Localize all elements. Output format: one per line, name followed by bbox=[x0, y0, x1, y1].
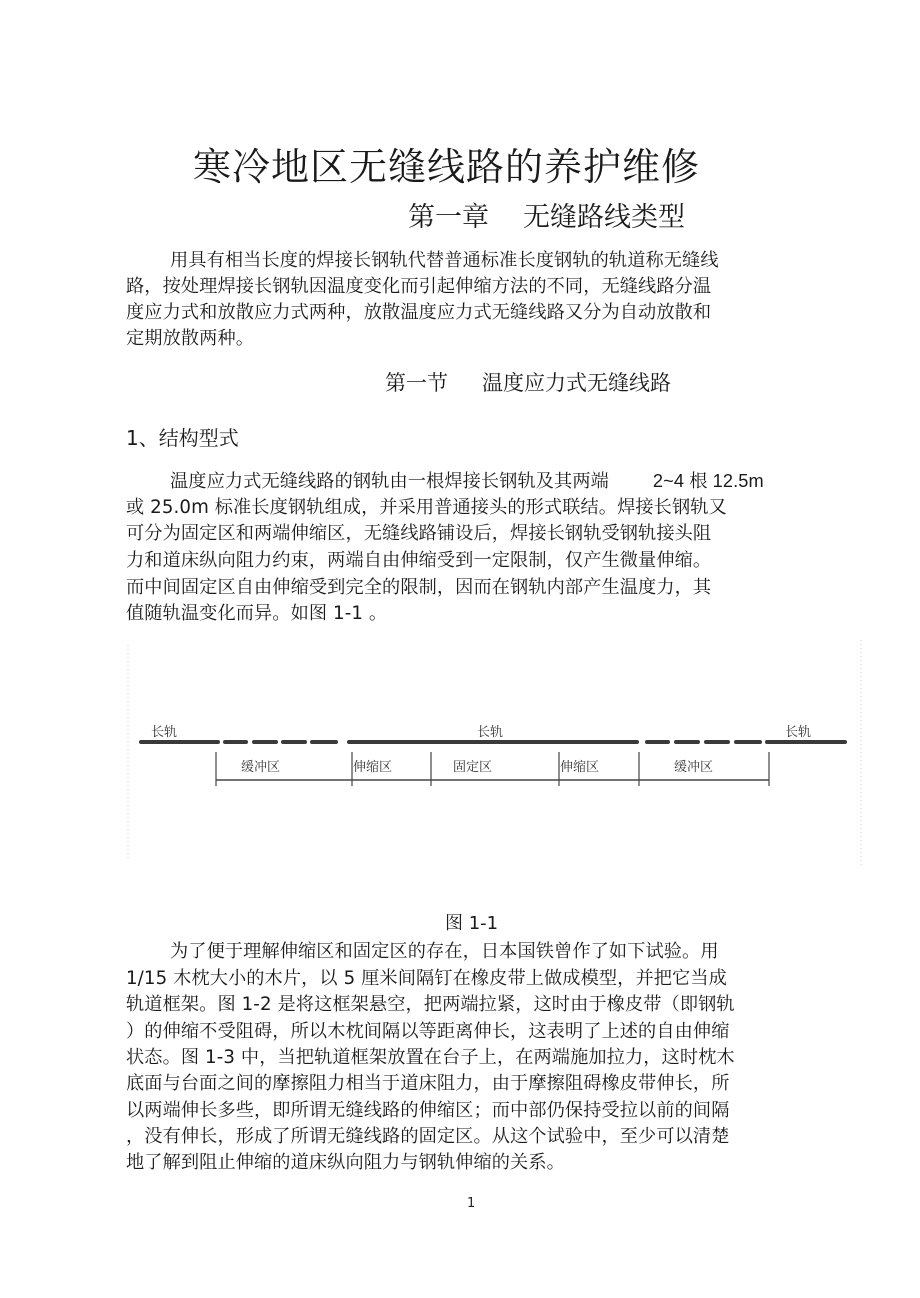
paragraph-line: 底面与台面之间的摩擦阻力相当于道床阻力，由于摩擦阻碍橡皮带伸长，所 bbox=[126, 1073, 730, 1094]
chapter-number: 第一章 bbox=[408, 202, 489, 233]
paragraph-line: 值随轨温变化而异。如图 1-1 。 bbox=[126, 603, 388, 624]
section-name: 温度应力式无缝线路 bbox=[482, 371, 671, 395]
rail-label-left: 长轨 bbox=[151, 725, 178, 740]
chapter-name: 无缝路线类型 bbox=[523, 202, 685, 233]
paragraph-line: ，没有伸长，形成了所谓无缝线路的固定区。从这个试验中，至少可以清楚 bbox=[126, 1126, 730, 1147]
paragraph-line: 地了解到阻止伸缩的道床纵向阻力与钢轨伸缩的关系。 bbox=[126, 1152, 565, 1173]
subheading: 1、结构型式 bbox=[126, 426, 239, 450]
zone-label-expansion-right: 伸缩区 bbox=[560, 760, 600, 775]
paragraph-line: 用具有相当长度的焊接长钢轨代替普通标准长度钢轨的轨道称无缝线 bbox=[170, 250, 719, 271]
zone-label-fixed: 固定区 bbox=[453, 760, 493, 775]
zone-label-buffer-right: 缓冲区 bbox=[674, 760, 714, 775]
paragraph-line: 状态。图 1-3 中，当把轨道框架放置在台子上，在两端施加拉力，这时枕木 bbox=[126, 1047, 735, 1068]
paragraph-line: 或 25.0m 标准长度钢轨组成，并采用普通接头的形式联结。焊接长钢轨又 bbox=[126, 497, 727, 518]
figure-caption: 图 1-1 bbox=[445, 913, 499, 934]
paragraph-line: ）的伸缩不受阻碍，所以木枕间隔以等距离伸长，这表明了上述的自由伸缩 bbox=[126, 1021, 730, 1042]
section-number: 第一节 bbox=[385, 371, 448, 395]
rail-label-right: 长轨 bbox=[785, 725, 812, 740]
paragraph-line: 路，按处理焊接长钢轨因温度变化而引起伸缩方法的不同，无缝线路分温 bbox=[126, 276, 712, 297]
zone-label-buffer-left: 缓冲区 bbox=[241, 760, 281, 775]
paragraph-line: 可分为固定区和两端伸缩区，无缝线路铺设后，焊接长钢轨受钢轨接头阻 bbox=[126, 523, 712, 544]
paragraph-line-text: 温度应力式无缝线路的钢轨由一根焊接长钢轨及其两端 bbox=[170, 471, 609, 492]
paragraph-line: 为了便于理解伸缩区和固定区的存在，日本国铁曾作了如下试验。用 bbox=[170, 941, 719, 962]
page-number: 1 bbox=[467, 1196, 476, 1211]
section-heading bbox=[385, 367, 671, 397]
paragraph-line: 1/15 木枕大小的木片，以 5 厘米间隔钉在橡皮带上做成模型，并把它当成 bbox=[126, 968, 727, 989]
document-title: 寒冷地区无缝线路的养护维修 bbox=[193, 145, 701, 189]
paragraph-line: 定期放散两种。 bbox=[126, 328, 255, 349]
paragraph-line: 而中间固定区自由伸缩受到完全的限制，因而在钢轨内部产生温度力，其 bbox=[126, 577, 712, 598]
paragraph-line: 度应力式和放散应力式两种，放散温度应力式无缝线路又分为自动放散和 bbox=[126, 302, 712, 323]
paragraph-line bbox=[170, 467, 764, 493]
rail-label-middle: 长轨 bbox=[477, 725, 504, 740]
chapter-heading bbox=[408, 195, 685, 234]
paragraph-line: 力和道床纵向阻力约束，两端自由伸缩受到一定限制，仅产生微量伸缩。 bbox=[126, 550, 712, 571]
paragraph-line: 轨道框架。图 1-2 是将这框架悬空，把两端拉紧，这时由于橡皮带（即钢轨 bbox=[126, 994, 735, 1015]
paragraph-line-text: 2~4 根 12.5m bbox=[652, 471, 764, 491]
paragraph-line: 以两端伸长多些，即所谓无缝线路的伸缩区；而中部仍保持受拉以前的间隔 bbox=[126, 1100, 730, 1121]
zone-label-expansion-left: 伸缩区 bbox=[353, 760, 393, 775]
